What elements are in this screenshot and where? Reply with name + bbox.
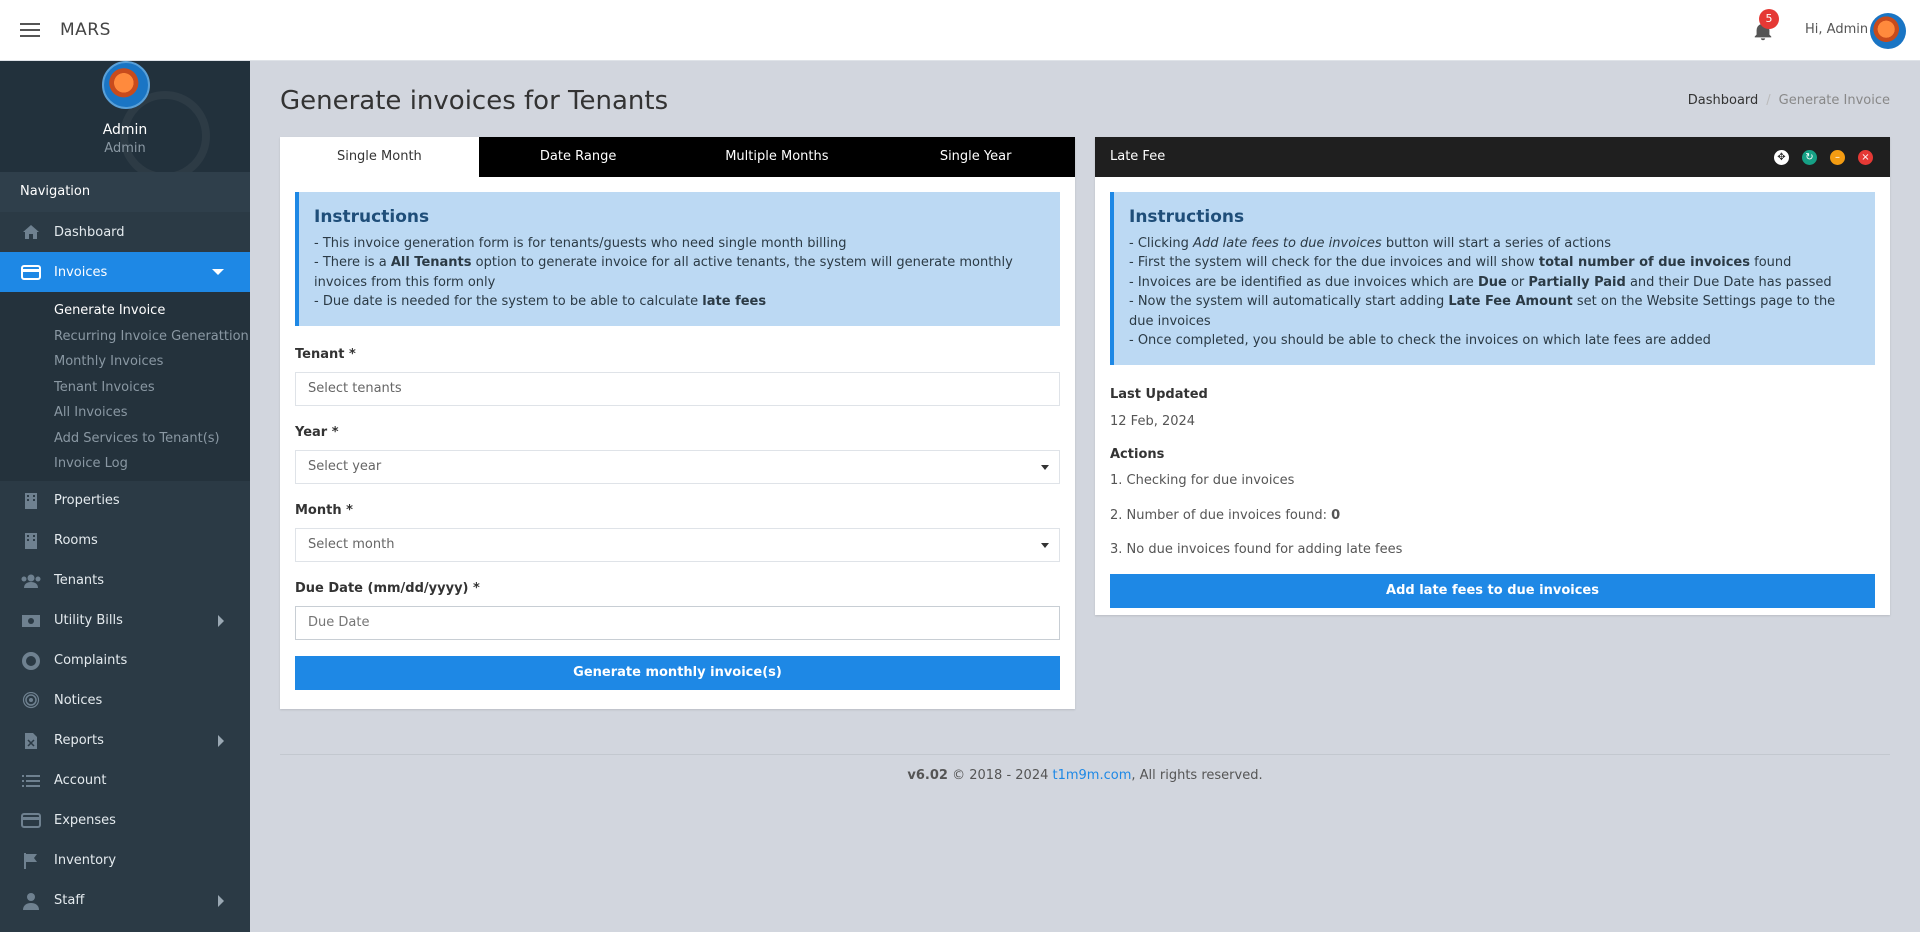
action-step: 1. Checking for due invoices [1110, 472, 1295, 488]
user-panel [0, 61, 250, 172]
submenu-monthly-invoices[interactable]: Monthly Invoices [54, 354, 164, 369]
footer-divider [280, 754, 1890, 755]
tab-multiple-months[interactable]: Multiple Months [725, 149, 829, 164]
caret-right-icon [218, 735, 224, 747]
refresh-icon[interactable]: ↻ [1802, 150, 1817, 165]
broadcast-icon [20, 692, 42, 710]
tab-single-year[interactable]: Single Year [939, 149, 1012, 164]
sidebar-item-account[interactable] [0, 761, 250, 801]
instructions-box [295, 192, 1060, 326]
notification-badge: 5 [1759, 9, 1779, 29]
caret-down-icon [1041, 543, 1049, 548]
building-icon [20, 532, 42, 550]
add-late-fees-button[interactable]: Add late fees to due invoices [1110, 574, 1875, 608]
year-label: Year * [295, 424, 339, 440]
caret-right-icon [218, 895, 224, 907]
sidebar-item-reports[interactable] [0, 721, 250, 761]
tenant-group [295, 347, 1060, 406]
instructions-title: Instructions [1129, 207, 1245, 227]
sidebar-item-rooms[interactable] [0, 521, 250, 561]
card-icon [20, 812, 42, 830]
users-icon [20, 572, 42, 590]
caret-down-icon [212, 269, 224, 275]
sidebar-item-inventory[interactable] [0, 841, 250, 881]
tenant-label: Tenant * [295, 346, 356, 362]
sidebar-item-complaints[interactable] [0, 641, 250, 681]
sidebar-item-tenants[interactable] [0, 561, 250, 601]
submenu-tenant-invoices[interactable]: Tenant Invoices [54, 379, 155, 395]
sidebar-item-label: Invoices [54, 264, 108, 280]
minimize-icon[interactable]: – [1830, 150, 1845, 165]
tab-single-month[interactable]: Single Month [280, 137, 479, 177]
month-select[interactable]: Select month [295, 528, 1060, 562]
building-icon [20, 492, 42, 510]
sidebar-item-label: Complaints [54, 653, 128, 668]
flag-icon [20, 852, 42, 870]
sidebar-user-role: Admin [104, 141, 146, 156]
caret-right-icon [218, 615, 224, 627]
footer-rights: , All rights reserved. [1131, 768, 1263, 783]
file-icon [20, 732, 42, 750]
instruction-line: - Invoices are be identified as due invoices which are Due or Partially Paid and their Due Date has passed [1129, 274, 1832, 290]
submit-group [295, 656, 1060, 690]
page-title: Generate invoices for Tenants [280, 86, 669, 116]
footer-copyright: © 2018 - 2024 [947, 768, 1053, 783]
submenu-generate-invoice[interactable]: Generate Invoice [54, 303, 166, 318]
sidebar [0, 61, 250, 932]
last-updated-label: Last Updated [1110, 386, 1208, 402]
money-icon [20, 612, 42, 630]
instruction-line: - Clicking Add late fees to due invoices button will start a series of actions [1129, 235, 1612, 251]
late-fee-card [1095, 137, 1890, 615]
instructions-title: Instructions [314, 207, 430, 227]
sidebar-item-label: Staff [54, 893, 85, 908]
sidebar-item-label: Account [54, 773, 107, 788]
due-date-label: Due Date (mm/dd/yyyy) * [295, 580, 480, 596]
sidebar-item-label: Utility Bills [54, 613, 123, 628]
top-navbar [0, 0, 1920, 61]
sidebar-item-label: Inventory [54, 853, 117, 868]
instruction-line: - This invoice generation form is for tenants/guests who need single month billing [314, 235, 847, 251]
sidebar-item-label: Reports [54, 733, 104, 748]
year-group [295, 425, 1060, 484]
breadcrumb: Dashboard / Generate Invoice [1687, 93, 1890, 108]
sidebar-item-expenses[interactable] [0, 801, 250, 841]
submenu-add-services[interactable]: Add Services to Tenant(s) [54, 430, 220, 446]
submenu-recurring-invoice[interactable]: Recurring Invoice Generattion [54, 328, 249, 344]
sidebar-item-label: Dashboard [54, 224, 125, 240]
tenant-select[interactable]: Select tenants [295, 372, 1060, 406]
lifebuoy-icon [20, 652, 42, 670]
close-icon[interactable]: × [1858, 150, 1873, 165]
late-fee-body [1095, 387, 1890, 608]
submenu-all-invoices[interactable]: All Invoices [54, 405, 128, 420]
action-step: 2. Number of due invoices found: 0 [1110, 507, 1341, 523]
sidebar-item-invoices[interactable] [0, 252, 250, 292]
user-icon [20, 892, 42, 910]
sidebar-item-label: Notices [54, 693, 103, 708]
sidebar-item-staff[interactable] [0, 881, 250, 921]
instruction-line: - Due date is needed for the system to be able to calculate late fees [314, 294, 767, 309]
user-greeting[interactable]: Hi, Admin [1805, 22, 1869, 37]
sidebar-avatar [102, 61, 150, 109]
late-fee-header [1095, 137, 1890, 177]
invoice-tabs [280, 137, 1075, 177]
menu-toggle-icon[interactable] [20, 23, 40, 37]
instruction-line: - Once completed, you should be able to check the invoices on which late fees are added [1129, 333, 1711, 348]
invoices-submenu [0, 292, 250, 481]
sidebar-item-label: Expenses [54, 813, 116, 828]
month-label: Month * [295, 502, 353, 518]
tab-date-range[interactable]: Date Range [539, 149, 617, 164]
sidebar-item-label: Tenants [54, 573, 105, 588]
generate-invoice-button[interactable]: Generate monthly invoice(s) [295, 656, 1060, 690]
sidebar-item-notices[interactable] [0, 681, 250, 721]
home-icon [20, 223, 42, 241]
card-icon [20, 263, 42, 281]
late-fee-title: Late Fee [1110, 149, 1166, 164]
year-select[interactable]: Select year [295, 450, 1060, 484]
instruction-line: - There is a All Tenants option to generate invoice for all active tenants, the system will generate monthly invoices from this form only [314, 255, 1013, 290]
invoice-form-card [280, 137, 1075, 709]
avatar[interactable] [1870, 13, 1906, 49]
actions-label: Actions [1110, 446, 1165, 462]
due-date-input[interactable] [295, 606, 1060, 640]
instruction-line: - Now the system will automatically start adding Late Fee Amount set on the Website Settings page to the due invoices [1129, 294, 1836, 329]
footer-version: v6.02 [907, 768, 948, 783]
sidebar-item-properties[interactable] [0, 481, 250, 521]
breadcrumb-home[interactable]: Dashboard [1687, 93, 1759, 108]
sidebar-item-label: Rooms [54, 533, 98, 548]
sidebar-item-label: Properties [54, 493, 120, 508]
footer-link[interactable]: t1m9m.com [1052, 768, 1132, 783]
month-group [295, 503, 1060, 562]
instruction-line: - First the system will check for the due invoices and will show total number of due invoices found [1129, 255, 1792, 270]
list-icon [20, 772, 42, 790]
footer [280, 768, 1890, 783]
breadcrumb-current: Generate Invoice [1778, 93, 1890, 108]
submenu-invoice-log[interactable]: Invoice Log [54, 456, 128, 471]
instructions-box [1110, 192, 1875, 365]
sidebar-item-utility-bills[interactable] [0, 601, 250, 641]
sidebar-item-dashboard[interactable] [0, 212, 250, 252]
nav-header: Navigation [0, 172, 250, 212]
app-title: MARS [60, 20, 111, 40]
expand-icon[interactable]: ✥ [1774, 150, 1789, 165]
due-date-group [295, 581, 1060, 640]
caret-down-icon [1041, 465, 1049, 470]
action-step: 3. No due invoices found for adding late fees [1110, 541, 1403, 557]
sidebar-user-name: Admin [102, 122, 148, 138]
last-updated-value: 12 Feb, 2024 [1110, 413, 1196, 429]
